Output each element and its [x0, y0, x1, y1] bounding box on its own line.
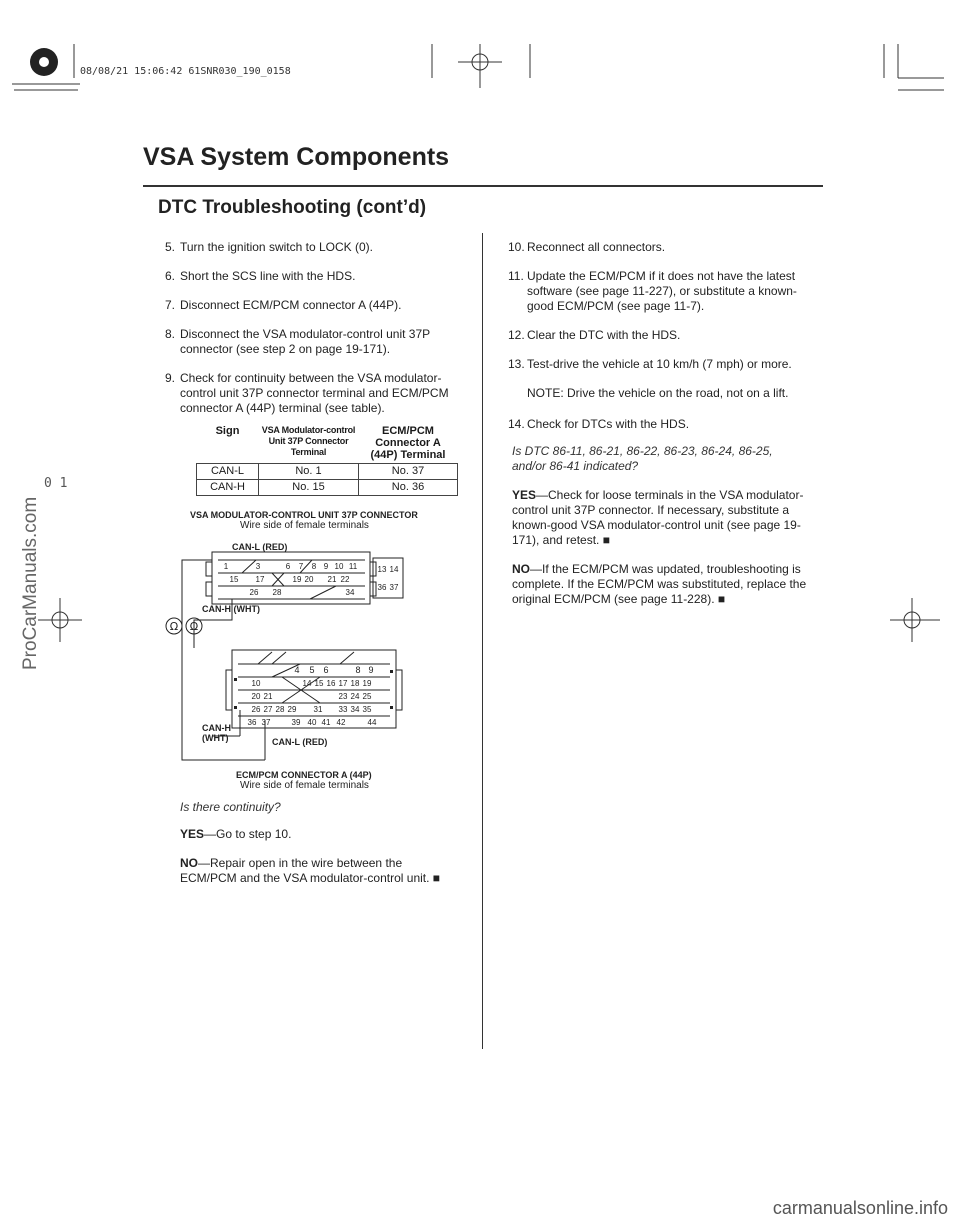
- ecm-pin-label: 33: [338, 705, 348, 714]
- ecm-pin-label: 18: [350, 679, 360, 688]
- vsa-pin-label: 6: [285, 562, 291, 571]
- ecm-pin-label: 14: [302, 679, 312, 688]
- vsa-can-l-label: CAN-L (RED): [232, 542, 288, 552]
- table-header-ecm-terminal: ECM/PCM Connector A (44P) Terminal: [359, 425, 458, 464]
- ecm-pin-label: 29: [287, 705, 297, 714]
- ecm-pin-label: 37: [261, 718, 271, 727]
- ohm-meter-icon: Ω: [189, 620, 199, 633]
- vsa-connector-subtitle: Wire side of female terminals: [240, 520, 369, 531]
- step-13: 13. Test-drive the vehicle at 10 km/h (7 mph) or more.: [508, 357, 792, 371]
- vsa-pin-label: 15: [229, 575, 239, 584]
- ecm-pin-label: 5: [309, 665, 315, 675]
- ecm-pin-label: 6: [323, 665, 329, 675]
- ecm-pin-label: 36: [247, 718, 257, 727]
- vsa-pin-label: 37: [389, 583, 399, 592]
- ecm-pin-label: 39: [291, 718, 301, 727]
- page-title: VSA System Components: [143, 143, 450, 171]
- ecm-pin-label: 23: [338, 692, 348, 701]
- vsa-pin-label: 22: [340, 575, 350, 584]
- step-6: 6. Short the SCS line with the HDS.: [165, 269, 356, 283]
- left-answers: [180, 800, 460, 900]
- ecm-pin-label: 4: [294, 665, 300, 675]
- vsa-pin-label: 3: [255, 562, 261, 571]
- vsa-pin-label: 11: [348, 562, 358, 571]
- ecm-pin-label: 34: [350, 705, 360, 714]
- ecm-pin-label: 44: [367, 718, 377, 727]
- ecm-pin-label: 17: [338, 679, 348, 688]
- drive-note: NOTE: Drive the vehicle on the road, not on a lift.: [527, 386, 789, 400]
- ecm-pin-label: 28: [275, 705, 285, 714]
- step-8: 8. Disconnect the VSA modulator-control unit 37P connector (see step 2 on page 19-171).: [165, 327, 430, 356]
- ecm-pin-label: 21: [263, 692, 273, 701]
- end-mark-icon: ■: [717, 592, 726, 606]
- ecm-pin-label: 15: [314, 679, 324, 688]
- ecm-pin-label: 20: [251, 692, 261, 701]
- section-subtitle: DTC Troubleshooting (cont’d): [158, 197, 427, 218]
- ecm-pin-label: 24: [350, 692, 360, 701]
- print-timestamp: 08/08/21 15:06:42 61SNR030_190_0158: [80, 66, 291, 77]
- ecm-pin-label: 10: [251, 679, 261, 688]
- ecm-pin-label: 42: [336, 718, 346, 727]
- right-no-answer: NO—If the ECM/PCM was updated, troubleshooting is complete. If the ECM/PCM was substituted, replace the original ECM/PCM (see page 11-228). ■: [512, 562, 807, 606]
- vsa-pin-label: 10: [334, 562, 344, 571]
- vsa-pin-label: 1: [223, 562, 229, 571]
- connector-diagram: [160, 530, 420, 770]
- step-5: 5. Turn the ignition switch to LOCK (0).: [165, 240, 373, 254]
- title-rule: [143, 185, 823, 187]
- table-row: CAN-L No. 1 No. 37: [197, 464, 458, 480]
- vsa-pin-label: 34: [345, 588, 355, 597]
- footer-watermark: carmanualsonline.info: [772, 1198, 948, 1218]
- ecm-pin-label: 40: [307, 718, 317, 727]
- left-no-answer: NO—Repair open in the wire between the ECM/PCM and the VSA modulator-control unit. ■: [180, 856, 441, 885]
- vsa-pin-label: 7: [298, 562, 304, 571]
- vsa-pin-label: 19: [292, 575, 302, 584]
- step-7: 7. Disconnect ECM/PCM connector A (44P).: [165, 298, 402, 312]
- side-watermark: ProCarManuals.com: [20, 496, 41, 670]
- ecm-connector-title: ECM/PCM CONNECTOR A (44P): [236, 770, 372, 780]
- ecm-can-l-label: CAN-L (RED): [272, 737, 328, 747]
- table-header-sign: Sign: [197, 425, 259, 464]
- left-yes-answer: YES—Go to step 10.: [180, 827, 292, 841]
- vsa-pin-label: 14: [389, 565, 399, 574]
- step-12: 12. Clear the DTC with the HDS.: [508, 328, 681, 342]
- ecm-pin-label: 8: [355, 665, 361, 675]
- right-column: [508, 240, 808, 621]
- continuity-table: [196, 425, 458, 496]
- dtc-question: Is DTC 86-11, 86-21, 86-22, 86-23, 86-24, 86-25, and/or 86-41 indicated?: [512, 444, 773, 473]
- ohm-meter-icon: Ω: [169, 620, 179, 633]
- ecm-connector-subtitle: Wire side of female terminals: [240, 780, 369, 791]
- end-mark-icon: ■: [602, 533, 610, 547]
- right-yes-answer: YES—Check for loose terminals in the VSA modulator-control unit 37P connector. If necessary, substitute a known-good VSA modulator-control unit (see page 19-171), and retest. ■: [512, 488, 804, 547]
- step-14: 14. Check for DTCs with the HDS.: [508, 417, 690, 431]
- vsa-pin-label: 17: [255, 575, 265, 584]
- ecm-pin-label: 9: [368, 665, 374, 675]
- vsa-pin-label: 21: [327, 575, 337, 584]
- vsa-pin-label: 28: [272, 588, 282, 597]
- vsa-pin-label: 20: [304, 575, 314, 584]
- side-mark: 0 1: [44, 476, 68, 491]
- ecm-pin-label: 25: [362, 692, 372, 701]
- vsa-pin-label: 26: [249, 588, 259, 597]
- ecm-can-h-label: CAN-H (WHT): [202, 723, 231, 743]
- vsa-pin-label: 13: [377, 565, 387, 574]
- vsa-pin-label: 9: [323, 562, 329, 571]
- left-column: [165, 240, 465, 430]
- ecm-pin-label: 27: [263, 705, 273, 714]
- table-row: CAN-H No. 15 No. 36: [197, 480, 458, 496]
- column-divider: [482, 233, 483, 1049]
- ecm-pin-label: 31: [313, 705, 323, 714]
- vsa-can-h-label: CAN-H (WHT): [202, 604, 260, 614]
- vsa-pin-label: 8: [311, 562, 317, 571]
- table-header-vsa-terminal: VSA Modulator-control Unit 37P Connector Terminal: [259, 425, 359, 464]
- ecm-pin-label: 19: [362, 679, 372, 688]
- step-9: 9. Check for continuity between the VSA modulator-control unit 37P connector terminal and ECM/PCM connector A (44P) terminal (see table).: [165, 371, 449, 415]
- ecm-pin-label: 35: [362, 705, 372, 714]
- ecm-pin-label: 26: [251, 705, 261, 714]
- end-mark-icon: ■: [432, 871, 441, 885]
- step-11: 11. Update the ECM/PCM if it does not have the latest software (see page 11-227), or substitute a known-good ECM/PCM (see page 11-7).: [508, 269, 797, 313]
- step-10: 10. Reconnect all connectors.: [508, 240, 666, 254]
- vsa-pin-label: 36: [377, 583, 387, 592]
- ecm-pin-label: 16: [326, 679, 336, 688]
- ecm-pin-label: 41: [321, 718, 331, 727]
- continuity-question: Is there continuity?: [180, 800, 281, 814]
- vsa-connector-title: VSA MODULATOR-CONTROL UNIT 37P CONNECTOR: [190, 510, 418, 520]
